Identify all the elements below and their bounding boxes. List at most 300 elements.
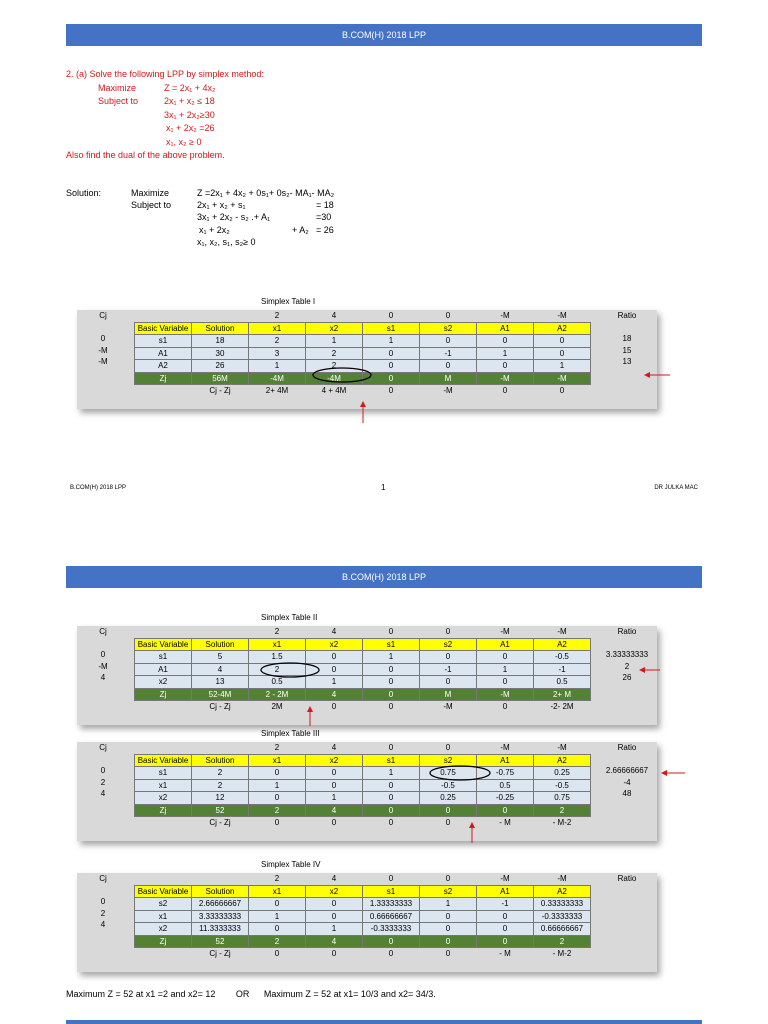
- table-cell: -M: [557, 311, 567, 321]
- question-block: [66, 68, 666, 163]
- table-cell: Cj - Zj: [209, 386, 231, 396]
- table-cell: -M: [477, 372, 534, 385]
- table-cell: -0.5: [534, 651, 591, 664]
- table-cell: 2: [274, 874, 280, 884]
- table-cell: 4: [331, 874, 337, 884]
- table-cell: 0.66666667: [363, 910, 420, 923]
- constraint-2: 3x₁ + 2x₂≥30: [164, 109, 215, 120]
- sol-constraint-3-a2: + A₂: [292, 224, 309, 235]
- ratio-value: 2.66666667: [605, 766, 649, 775]
- table-cell: 2: [306, 360, 363, 373]
- table-cell: s2: [420, 638, 477, 651]
- table-cell: -M: [534, 372, 591, 385]
- table-cell: Basic Variable: [135, 322, 192, 335]
- table-cell: -0.5: [420, 779, 477, 792]
- table-cell: 2+ 4M: [265, 386, 289, 396]
- simplex-table-title: Simplex Table I: [261, 297, 316, 306]
- cb-value: -M: [98, 661, 108, 671]
- table-cell: [135, 626, 192, 638]
- table-cell: 0: [363, 935, 420, 948]
- table-cell: 0.5: [249, 676, 306, 689]
- table-cell: x1: [249, 754, 306, 767]
- ratio-value: 2: [624, 661, 630, 671]
- table-cell: 3.33333333: [192, 910, 249, 923]
- header-row: [135, 885, 591, 898]
- table-cell: x1: [249, 322, 306, 335]
- table-cell: s2: [420, 885, 477, 898]
- simplex-table-panel: [77, 310, 657, 409]
- footer-left: B.COM(H) 2018 LPP: [70, 485, 127, 491]
- table-cell: -0.5: [534, 779, 591, 792]
- table-row: [135, 779, 591, 792]
- table-cell: -0.75: [477, 767, 534, 780]
- table-cell: 1: [306, 792, 363, 805]
- table-cell: A2: [534, 885, 591, 898]
- table-cell: - M-2: [552, 949, 572, 959]
- table-cell: A1: [477, 885, 534, 898]
- table-cell: 0: [388, 627, 394, 637]
- table-cell: - M-2: [552, 818, 572, 828]
- table-cell: 2+ M: [534, 688, 591, 701]
- table-cell: - M: [499, 949, 511, 959]
- cj-label: Cj: [99, 311, 107, 320]
- table-cell: 1: [363, 651, 420, 664]
- footer-right: DR JULKA MAC: [654, 485, 698, 491]
- table-cell: [192, 310, 249, 322]
- cj-row: [135, 310, 591, 322]
- cj-zj-row: [135, 385, 591, 397]
- table-cell: 0: [420, 935, 477, 948]
- table-row: [135, 663, 591, 676]
- table-cell: 0: [363, 372, 420, 385]
- table-cell: A2: [135, 360, 192, 373]
- question-line: 2. (a) Solve the following LPP by simplex method:: [66, 69, 264, 79]
- table-cell: 2: [534, 935, 591, 948]
- ratio-value: -4: [623, 777, 631, 787]
- zj-row: [135, 372, 591, 385]
- table-cell: 0: [534, 335, 591, 348]
- sol-constraint-2-rhs: =30: [316, 212, 332, 223]
- table-cell: M: [420, 372, 477, 385]
- sol-constraint-1-rhs: = 18: [316, 200, 334, 211]
- table-cell: 0: [331, 818, 337, 828]
- table-cell: 1.33333333: [363, 898, 420, 911]
- table-cell: [135, 385, 192, 397]
- table-cell: -M: [557, 627, 567, 637]
- table-cell: [135, 310, 192, 322]
- cb-value: 0: [100, 334, 106, 343]
- table-cell: -0.3333333: [363, 923, 420, 936]
- table-cell: 1: [306, 676, 363, 689]
- table-cell: -2- 2M: [550, 702, 574, 712]
- table-cell: -4M: [249, 372, 306, 385]
- table-cell: 1: [249, 779, 306, 792]
- table-cell: Basic Variable: [135, 754, 192, 767]
- table-cell: 0: [420, 335, 477, 348]
- table-cell: s1: [135, 335, 192, 348]
- table-cell: 1: [306, 923, 363, 936]
- table-cell: 0: [477, 360, 534, 373]
- table-cell: -1: [420, 663, 477, 676]
- table-cell: 2: [534, 804, 591, 817]
- table-cell: 0: [502, 702, 508, 712]
- simplex-table-title: Simplex Table II: [261, 613, 318, 622]
- page-header-bar: [66, 24, 702, 46]
- table-cell: 0: [363, 804, 420, 817]
- table-cell: s2: [420, 754, 477, 767]
- table-cell: 0.66666667: [534, 923, 591, 936]
- page-header-title: B.COM(H) 2018 LPP: [341, 30, 427, 40]
- table-cell: 1: [249, 360, 306, 373]
- cb-value: -M: [98, 345, 108, 355]
- table-cell: 2: [249, 335, 306, 348]
- table-row: [135, 923, 591, 936]
- table-cell: 0: [331, 949, 337, 959]
- ratio-label: Ratio: [617, 627, 637, 636]
- conclusion-or: OR: [235, 989, 250, 999]
- table-cell: s2: [420, 322, 477, 335]
- table-cell: 0: [363, 663, 420, 676]
- table-cell: 0: [306, 779, 363, 792]
- ratio-value: 18: [622, 334, 632, 343]
- table-cell: -M: [443, 386, 453, 396]
- table-cell: 0.33333333: [534, 898, 591, 911]
- table-cell: -M: [477, 688, 534, 701]
- table-cell: Basic Variable: [135, 638, 192, 651]
- table-cell: 30: [192, 347, 249, 360]
- table-cell: 0.25: [534, 767, 591, 780]
- table-cell: 1: [534, 360, 591, 373]
- solution-subject-label: Subject to: [131, 200, 172, 211]
- dual-instruction: Also find the dual of the above problem.: [66, 150, 225, 160]
- table-cell: x2: [306, 754, 363, 767]
- table-cell: 2.66666667: [192, 898, 249, 911]
- cj-label: Cj: [99, 743, 107, 752]
- constraint-1: 2x₁ + x₂ ≤ 18: [164, 96, 215, 106]
- table-cell: 1: [306, 335, 363, 348]
- header-row: [135, 322, 591, 335]
- table-cell: 4: [306, 688, 363, 701]
- table-cell: 0: [445, 949, 451, 959]
- ratio-value: 13: [622, 357, 632, 366]
- table-cell: 0: [249, 923, 306, 936]
- table-cell: Solution: [192, 322, 249, 335]
- table-cell: 2: [274, 311, 280, 321]
- table-cell: 0: [306, 898, 363, 911]
- cj-row: [135, 873, 591, 885]
- simplex-table: [134, 626, 591, 713]
- table-row: [135, 335, 591, 348]
- table-cell: 0: [388, 311, 394, 321]
- simplex-table: [134, 873, 591, 960]
- table-cell: -0.25: [477, 792, 534, 805]
- table-cell: 0: [388, 874, 394, 884]
- objective-function: Z = 2x₁ + 4x₂: [164, 82, 216, 93]
- page-bottom-bar: [66, 1020, 702, 1024]
- ratio-value: 48: [622, 789, 632, 798]
- zj-row: [135, 688, 591, 701]
- table-cell: [135, 742, 192, 754]
- table-cell: x1: [135, 910, 192, 923]
- table-cell: 3: [249, 347, 306, 360]
- table-cell: s1: [363, 322, 420, 335]
- table-cell: -1: [477, 898, 534, 911]
- table-cell: s1: [363, 638, 420, 651]
- ratio-label: Ratio: [617, 311, 637, 320]
- table-cell: 0: [388, 702, 394, 712]
- table-row: [135, 651, 591, 664]
- table-cell: -M: [443, 702, 453, 712]
- table-cell: 0: [363, 347, 420, 360]
- table-cell: Zj: [135, 688, 192, 701]
- table-cell: 4: [331, 743, 337, 753]
- cj-row: [135, 742, 591, 754]
- table-cell: 0: [388, 386, 394, 396]
- table-cell: 12: [192, 792, 249, 805]
- table-cell: x2: [306, 322, 363, 335]
- table-cell: 13: [192, 676, 249, 689]
- table-cell: x2: [135, 923, 192, 936]
- table-cell: 0: [477, 923, 534, 936]
- solution-maximize-label: Maximize: [131, 188, 170, 198]
- table-cell: Cj - Zj: [209, 702, 231, 712]
- table-cell: x2: [135, 676, 192, 689]
- ratio-label: Ratio: [617, 743, 637, 752]
- table-cell: A2: [534, 322, 591, 335]
- maximize-label: Maximize: [98, 82, 137, 93]
- table-cell: 0: [445, 743, 451, 753]
- table-cell: 0: [477, 804, 534, 817]
- table-cell: -1: [420, 347, 477, 360]
- header-row: [135, 638, 591, 651]
- solution-label: Solution:: [66, 188, 102, 198]
- simplex-table-panel: [77, 742, 657, 841]
- table-cell: 0.5: [534, 676, 591, 689]
- page-header-bar-2: [66, 566, 702, 588]
- table-cell: 0: [420, 923, 477, 936]
- table-cell: 1: [363, 767, 420, 780]
- table-cell: 2: [274, 627, 280, 637]
- table-cell: 1: [363, 335, 420, 348]
- table-cell: Cj - Zj: [209, 818, 231, 828]
- non-negativity: x₁, x₂ ≥ 0: [166, 136, 202, 147]
- table-cell: Zj: [135, 372, 192, 385]
- sol-constraint-3: x₁ + 2x₂: [199, 224, 230, 235]
- ratio-label: Ratio: [617, 874, 637, 883]
- ratio-value: 3.33333333: [605, 650, 649, 659]
- table-cell: 0: [477, 651, 534, 664]
- table-cell: A1: [135, 347, 192, 360]
- table-cell: 0: [420, 676, 477, 689]
- table-cell: s1: [363, 885, 420, 898]
- cb-value: 2: [100, 777, 106, 787]
- table-cell: [135, 873, 192, 885]
- table-cell: 0: [534, 347, 591, 360]
- zj-row: [135, 804, 591, 817]
- table-cell: 56M: [192, 372, 249, 385]
- cj-zj-row: [135, 817, 591, 829]
- table-cell: 11.3333333: [192, 923, 249, 936]
- table-cell: 0.75: [534, 792, 591, 805]
- table-cell: 5: [192, 651, 249, 664]
- table-cell: Zj: [135, 935, 192, 948]
- sol-constraint-2: 3x₁ + 2x₂ - s₂ .+ A₁: [197, 212, 271, 223]
- solution-objective: Z =2x₁ + 4x₂ + 0s₁+ 0s₂- MA₁- MA₂: [197, 188, 335, 198]
- table-cell: -M: [557, 874, 567, 884]
- table-cell: 0: [420, 804, 477, 817]
- table-cell: [135, 948, 192, 960]
- cb-value: 4: [100, 789, 106, 798]
- table-cell: -M: [500, 743, 510, 753]
- simplex-table-title: Simplex Table IV: [261, 860, 321, 869]
- table-cell: 18: [192, 335, 249, 348]
- table-cell: 0.75: [420, 767, 477, 780]
- table-cell: 0: [249, 792, 306, 805]
- table-cell: 4: [306, 935, 363, 948]
- table-cell: 2 - 2M: [249, 688, 306, 701]
- table-cell: 1: [477, 663, 534, 676]
- table-cell: x2: [306, 885, 363, 898]
- sol-non-negativity: x₁, x₂, s₁, s₂≥ 0: [197, 236, 256, 247]
- table-cell: x2: [135, 792, 192, 805]
- table-cell: 0: [363, 360, 420, 373]
- table-cell: 0: [249, 898, 306, 911]
- subject-to-label: Subject to: [98, 96, 139, 106]
- table-cell: 0: [559, 386, 565, 396]
- zj-row: [135, 935, 591, 948]
- table-cell: 0: [331, 702, 337, 712]
- table-cell: 0: [445, 874, 451, 884]
- table-cell: 0: [388, 949, 394, 959]
- table-cell: 4: [306, 804, 363, 817]
- table-cell: 0: [477, 935, 534, 948]
- table-cell: -M: [500, 627, 510, 637]
- cb-value: 0: [100, 650, 106, 659]
- table-cell: x1: [249, 885, 306, 898]
- table-cell: x1: [249, 638, 306, 651]
- simplex-table-panel: [77, 873, 657, 972]
- sol-constraint-1: 2x₁ + x₂ + s₁: [197, 200, 246, 211]
- table-cell: 2: [192, 779, 249, 792]
- simplex-table: [134, 310, 591, 397]
- ratio-value: 15: [622, 345, 632, 355]
- table-cell: 0: [274, 818, 280, 828]
- table-cell: 0: [388, 818, 394, 828]
- table-cell: 0: [306, 910, 363, 923]
- table-cell: s1: [135, 767, 192, 780]
- table-cell: s1: [135, 651, 192, 664]
- table-cell: 4: [331, 311, 337, 321]
- table-row: [135, 676, 591, 689]
- table-cell: 0: [388, 743, 394, 753]
- table-cell: Cj - Zj: [209, 949, 231, 959]
- table-cell: 0.5: [477, 779, 534, 792]
- table-cell: A1: [477, 754, 534, 767]
- cj-row: [135, 626, 591, 638]
- table-cell: [192, 742, 249, 754]
- table-cell: -1: [534, 663, 591, 676]
- table-cell: 52: [192, 804, 249, 817]
- table-cell: 0: [445, 311, 451, 321]
- table-cell: A2: [534, 754, 591, 767]
- cb-value: 0: [100, 897, 106, 906]
- page-footer: [66, 483, 702, 497]
- table-cell: 2: [249, 935, 306, 948]
- table-cell: 1: [420, 898, 477, 911]
- table-cell: 0: [477, 335, 534, 348]
- table-cell: -M: [557, 743, 567, 753]
- table-cell: M: [420, 688, 477, 701]
- table-cell: 0: [502, 386, 508, 396]
- table-cell: A2: [534, 638, 591, 651]
- table-cell: 0: [363, 779, 420, 792]
- conclusion: [66, 989, 436, 999]
- table-cell: A1: [477, 638, 534, 651]
- cj-zj-row: [135, 701, 591, 713]
- table-cell: 0: [363, 688, 420, 701]
- table-cell: 2: [306, 347, 363, 360]
- table-cell: 52-4M: [192, 688, 249, 701]
- table-cell: 2: [274, 743, 280, 753]
- cb-value: 4: [100, 673, 106, 682]
- solution-block: [66, 187, 666, 248]
- simplex-table-title: Simplex Table III: [261, 729, 320, 738]
- table-cell: Solution: [192, 638, 249, 651]
- table-row: [135, 360, 591, 373]
- table-cell: Solution: [192, 885, 249, 898]
- table-cell: 0: [420, 910, 477, 923]
- table-cell: 0: [249, 767, 306, 780]
- table-cell: Zj: [135, 804, 192, 817]
- conclusion-b: Maximum Z = 52 at x1= 10/3 and x2= 34/3.: [263, 989, 436, 999]
- table-cell: 0: [306, 663, 363, 676]
- table-cell: 26: [192, 360, 249, 373]
- table-cell: 0: [445, 818, 451, 828]
- table-cell: 0: [420, 360, 477, 373]
- table-cell: [192, 873, 249, 885]
- table-row: [135, 767, 591, 780]
- table-cell: 1.5: [249, 651, 306, 664]
- table-cell: 0: [274, 949, 280, 959]
- cj-label: Cj: [99, 627, 107, 636]
- table-row: [135, 898, 591, 911]
- conclusion-a: Maximum Z = 52 at x1 =2 and x2= 12: [66, 989, 216, 999]
- table-cell: - M: [499, 818, 511, 828]
- table-cell: 0.25: [420, 792, 477, 805]
- table-row: [135, 910, 591, 923]
- cb-value: 4: [100, 920, 106, 929]
- table-cell: [135, 817, 192, 829]
- table-cell: 4 + 4M: [321, 386, 347, 396]
- ratio-value: 26: [622, 673, 632, 682]
- table-cell: 2: [249, 663, 306, 676]
- constraint-3: x₁ + 2x₂ =26: [166, 123, 215, 133]
- table-cell: -M: [500, 311, 510, 321]
- simplex-table-panel: [77, 626, 657, 725]
- table-cell: s1: [363, 754, 420, 767]
- table-cell: 52: [192, 935, 249, 948]
- table-cell: 1: [249, 910, 306, 923]
- table-cell: A1: [477, 322, 534, 335]
- table-cell: 4: [331, 627, 337, 637]
- table-row: [135, 347, 591, 360]
- table-cell: s2: [135, 898, 192, 911]
- table-cell: A1: [135, 663, 192, 676]
- simplex-table: [134, 742, 591, 829]
- table-cell: Basic Variable: [135, 885, 192, 898]
- cj-zj-row: [135, 948, 591, 960]
- table-cell: -0.3333333: [534, 910, 591, 923]
